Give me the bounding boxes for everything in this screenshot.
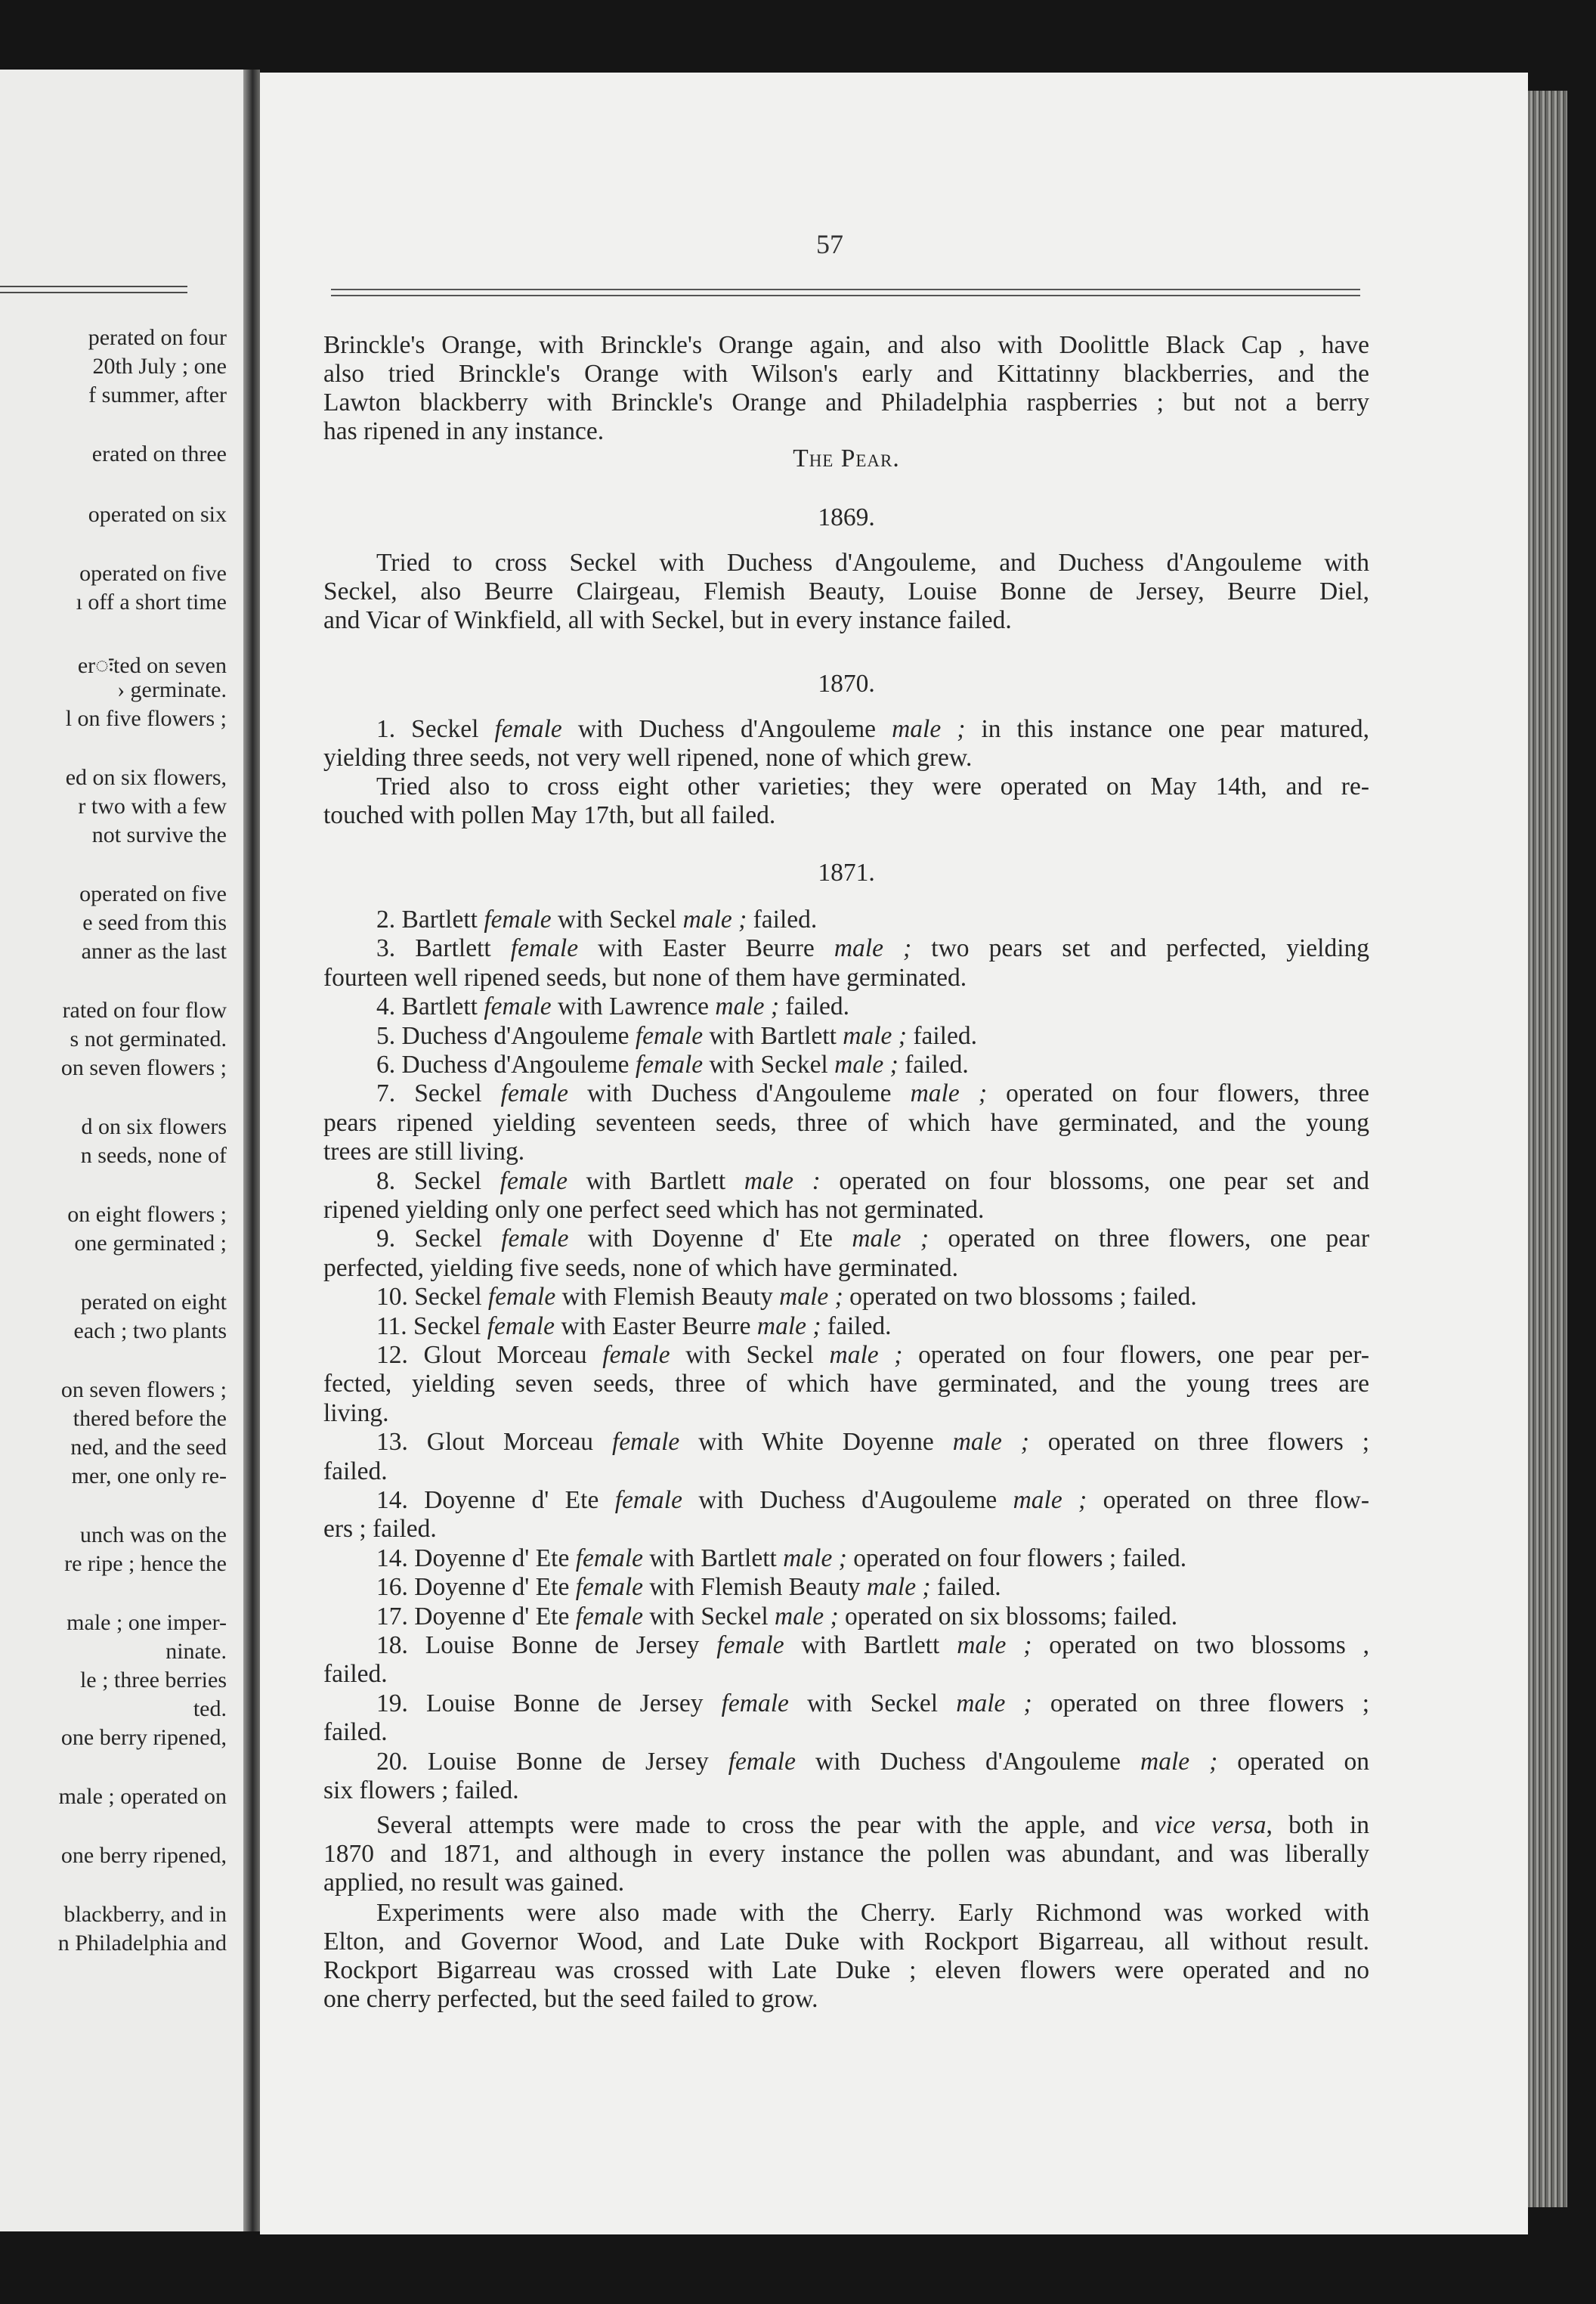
- entry-text: with Flemish Beauty: [555, 1283, 780, 1311]
- entry-male: male ;: [957, 1631, 1032, 1659]
- entry-text: failed.: [779, 993, 850, 1021]
- year-heading: 1871.: [818, 859, 875, 887]
- entry-text: living.: [323, 1398, 389, 1427]
- closing-text: one cherry perfected, but the seed failed to grow.: [323, 1985, 818, 2013]
- entry-male: male ;: [783, 1544, 847, 1572]
- entry-text: pears ripened yielding seventeen seeds, three of which have germinated, and the young: [323, 1108, 1369, 1137]
- entry-text: operated on four flowers, three: [986, 1079, 1369, 1108]
- entry-female: female: [575, 1602, 644, 1630]
- text-line: Seckel, also Beurre Clairgeau, Flemish Beauty, Louise Bonne de Jersey, Beurre Diel,: [323, 578, 1369, 605]
- entry-text: failed.: [930, 1573, 1001, 1602]
- entry-text: 6. Duchess d'Angouleme: [376, 1051, 636, 1079]
- left-page-line: › germinate.: [117, 677, 227, 702]
- closing-italic: vice versa: [1154, 1811, 1267, 1839]
- entry-text: operated on: [1217, 1747, 1369, 1776]
- entry-text: 11. Seckel: [376, 1311, 487, 1340]
- text-line: touched with pollen May 17th, but all failed.: [323, 801, 776, 829]
- entry-text: 14. Doyenne d' Ete: [376, 1544, 576, 1572]
- entry-male: male ;: [834, 934, 912, 963]
- left-page-line: one germinated ;: [74, 1231, 227, 1256]
- left-page-line: perated on four: [88, 325, 227, 350]
- left-page-line: thered before the: [73, 1406, 227, 1431]
- left-page-line: l on five flowers ;: [65, 706, 227, 731]
- entry-female: female: [635, 1051, 704, 1079]
- entry-text: with Bartlett: [703, 1021, 843, 1050]
- entry-text: with Duchess d'Angouleme: [795, 1747, 1140, 1776]
- entry-male: male ;: [1013, 1486, 1087, 1514]
- text-line: Brinckle's Orange, with Brinckle's Orange again, and also with Doolittle Black Cap , have: [323, 331, 1369, 359]
- entry-continuation: [323, 1196, 984, 1225]
- section-title: The Pear.: [793, 444, 900, 472]
- entry-female: female: [575, 1573, 644, 1602]
- left-page: [0, 70, 243, 2231]
- page-number: 57: [816, 229, 843, 259]
- entry-text: 3. Bartlett: [376, 934, 511, 963]
- entry-female: female: [611, 1428, 680, 1457]
- entry-text: failed.: [323, 1457, 388, 1485]
- entry-text: failed.: [898, 1051, 969, 1079]
- closing-text: , both in: [1266, 1811, 1369, 1839]
- entry-male: male :: [744, 1166, 821, 1195]
- closing-text: Elton, and Governor Wood, and Late Duke with Rockport Bigarreau, all without result.: [323, 1928, 1369, 1956]
- entry-line: [376, 1225, 1369, 1253]
- entry-continuation: [323, 1776, 519, 1805]
- left-page-line: male ; one imper-: [66, 1610, 227, 1635]
- entry-male: male ;: [956, 1689, 1032, 1717]
- entry-text: 4. Bartlett: [376, 993, 484, 1021]
- entry-text: with Seckel: [703, 1051, 835, 1079]
- entry-continuation: [323, 1399, 389, 1428]
- entry-continuation: [323, 1254, 958, 1283]
- entry-text: operated on six blossoms; failed.: [838, 1602, 1178, 1630]
- entry-line: [376, 1573, 1001, 1602]
- entry-male: male ;: [775, 1602, 839, 1630]
- text-line: [323, 1928, 1369, 1956]
- left-page-line: erःted on seven: [77, 653, 227, 678]
- entry-text: operated on three flowers ;: [1028, 1428, 1370, 1457]
- entry-text: failed.: [906, 1021, 977, 1050]
- entry-text: 20. Louise Bonne de Jersey: [376, 1747, 728, 1776]
- text-line: [323, 1985, 818, 2014]
- entry-text: with Flemish Beauty: [643, 1573, 867, 1602]
- left-page-line: anner as the last: [81, 939, 227, 964]
- entry-male: male ;: [843, 1021, 907, 1050]
- entry-continuation: [323, 1660, 388, 1689]
- entry-male: male ;: [910, 1079, 987, 1108]
- entry-line: [376, 1079, 1369, 1108]
- entry-text: with Seckel: [551, 906, 683, 934]
- text-line: [323, 1840, 1369, 1869]
- entry-text: with Bartlett: [784, 1631, 957, 1659]
- entry-text: with Duchess d'Angouleme: [561, 715, 892, 743]
- entry-male: male ;: [756, 1311, 821, 1340]
- entry-text: operated on three flowers, one pear: [929, 1225, 1369, 1253]
- entry-female: female: [575, 1544, 644, 1572]
- entry-line: [376, 993, 849, 1021]
- entry-text: with Seckel: [670, 1341, 830, 1369]
- entry-male: male ;: [892, 715, 966, 743]
- left-page-line: mer, one only re-: [71, 1463, 227, 1488]
- entry-text: with Doyenne d' Ete: [568, 1225, 852, 1253]
- entry-continuation: [323, 1718, 388, 1747]
- text-line: also tried Brinckle's Orange with Wilson's early and Kittatinny blackberries, and the: [323, 360, 1369, 388]
- closing-text: Experiments were also made with the Cherry. Early Richmond was worked with: [376, 1899, 1369, 1927]
- entry-text: operated on two blossoms ,: [1032, 1631, 1370, 1659]
- left-page-line: s not germinated.: [70, 1027, 227, 1051]
- entry-male: male ;: [715, 993, 780, 1021]
- entry-male: male ;: [829, 1341, 903, 1369]
- entry-text: fected, yielding seven seeds, three of which have germinated, and the young trees are: [323, 1370, 1369, 1398]
- entry-text: in this instance one pear matured,: [965, 715, 1369, 743]
- entry-female: female: [721, 1689, 789, 1717]
- entry-male: male ;: [834, 1051, 899, 1079]
- left-page-line: on eight flowers ;: [67, 1202, 227, 1227]
- left-page-line: on seven flowers ;: [60, 1055, 227, 1080]
- entry-text: 7. Seckel: [376, 1079, 501, 1108]
- entry-continuation: [323, 1138, 524, 1166]
- left-header-rule: [0, 286, 187, 287]
- text-line: [323, 1869, 624, 1897]
- entry-text: six flowers ; failed.: [323, 1776, 519, 1804]
- entry-female: female: [500, 1079, 568, 1108]
- text-line: Tried also to cross eight other varieties; they were operated on May 14th, and re-: [376, 773, 1369, 801]
- entry-text: two pears set and perfected, yielding: [911, 934, 1370, 963]
- entry-text: with Bartlett: [643, 1544, 784, 1572]
- book-gutter: [243, 70, 260, 2231]
- entry-text: 17. Doyenne d' Ete: [376, 1602, 576, 1630]
- left-page-line: operated on five: [79, 881, 227, 906]
- left-page-line: one berry ripened,: [60, 1843, 227, 1868]
- entry-text: failed.: [821, 1311, 892, 1340]
- entry-male: male ;: [866, 1573, 931, 1602]
- entry-text: fourteen well ripened seeds, but none of them have germinated.: [323, 963, 967, 992]
- entry-female: female: [602, 1341, 670, 1369]
- entry-male: male ;: [779, 1283, 843, 1311]
- entry-text: trees are still living.: [323, 1138, 525, 1166]
- left-page-line: on seven flowers ;: [60, 1377, 227, 1402]
- entry-text: perfected, yielding five seeds, none of which have germinated.: [323, 1253, 958, 1282]
- left-page-line: male ; operated on: [58, 1784, 227, 1809]
- entry-line: [376, 1167, 1369, 1196]
- entry-text: with Seckel: [643, 1602, 775, 1630]
- entry-continuation: [323, 1457, 388, 1486]
- entry-text: 2. Bartlett: [376, 906, 484, 934]
- entry-line: [376, 1022, 977, 1051]
- entry-text: 12. Glout Morceau: [376, 1341, 603, 1369]
- left-page-line: each ; two plants: [73, 1318, 227, 1343]
- entry-text: failed.: [323, 1718, 388, 1747]
- left-page-line: 20th July ; one: [92, 354, 227, 379]
- left-page-line: rated on four flow: [62, 998, 227, 1023]
- entry-line: [376, 1631, 1369, 1660]
- text-line: Tried to cross Seckel with Duchess d'Angouleme, and Duchess d'Angouleme with: [376, 549, 1369, 577]
- entry-text: operated on four flowers, one pear per-: [902, 1341, 1370, 1369]
- entry-female: female: [500, 1166, 568, 1195]
- year-heading: 1870.: [818, 670, 875, 698]
- entry-female: female: [728, 1747, 796, 1776]
- entry-line: [376, 715, 1369, 744]
- entry-text: 1. Seckel: [376, 715, 495, 743]
- page-edges: [1528, 91, 1567, 2207]
- entry-female: female: [635, 1021, 704, 1050]
- entry-text: 14. Doyenne d' Ete: [376, 1486, 615, 1514]
- text-line: [323, 1956, 1369, 1985]
- entry-line: [376, 1341, 1369, 1370]
- entry-text: 9. Seckel: [376, 1225, 502, 1253]
- left-page-line: perated on eight: [80, 1290, 227, 1315]
- left-page-line: le ; three berries: [79, 1668, 227, 1692]
- entry-continuation: [323, 964, 967, 993]
- entry-continuation: [323, 1109, 1369, 1138]
- entry-text: with Duchess d'Angouleme: [568, 1079, 911, 1108]
- entry-line: [376, 1486, 1369, 1515]
- entry-text: with Seckel: [788, 1689, 957, 1717]
- header-rule: [331, 295, 1360, 296]
- entry-text: 8. Seckel: [376, 1166, 500, 1195]
- left-page-line: re ripe ; hence the: [64, 1551, 227, 1576]
- entry-text: with White Doyenne: [679, 1428, 953, 1457]
- left-page-line: operated on five: [79, 561, 227, 586]
- entry-female: female: [484, 993, 552, 1021]
- closing-text: Several attempts were made to cross the pear with the apple, and: [376, 1811, 1155, 1839]
- left-page-line: ed on six flowers,: [65, 765, 227, 790]
- left-page-line: unch was on the: [79, 1522, 227, 1547]
- entry-text: with Bartlett: [567, 1166, 744, 1195]
- entry-text: 5. Duchess d'Angouleme: [376, 1021, 636, 1050]
- entry-continuation: [323, 1370, 1369, 1398]
- entry-female: female: [614, 1486, 682, 1514]
- entry-text: 16. Doyenne d' Ete: [376, 1573, 576, 1602]
- entry-line: [376, 934, 1369, 963]
- entry-text: with Duchess d'Augouleme: [682, 1486, 1013, 1514]
- left-page-line: n seeds, none of: [80, 1143, 227, 1168]
- left-page-line: erated on three: [91, 441, 227, 466]
- entry-text: operated on three flow-: [1087, 1486, 1369, 1514]
- entry-line: [376, 1428, 1369, 1457]
- left-page-line: ted.: [193, 1696, 227, 1721]
- entry-female: female: [510, 934, 579, 963]
- entry-male: male ;: [952, 1428, 1029, 1457]
- entry-female: female: [487, 1283, 556, 1311]
- entry-text: operated on four flowers ; failed.: [846, 1544, 1187, 1572]
- entry-female: female: [494, 715, 562, 743]
- text-line: and Vicar of Winkfield, all with Seckel, but in every instance failed.: [323, 606, 1012, 634]
- left-page-line: ı off a short time: [76, 590, 227, 615]
- left-page-line: blackberry, and in: [63, 1902, 227, 1927]
- entry-text: with Easter Beurre: [578, 934, 834, 963]
- entry-text: 19. Louise Bonne de Jersey: [376, 1689, 722, 1717]
- entry-text: 10. Seckel: [376, 1283, 488, 1311]
- entry-female: female: [487, 1311, 555, 1340]
- text-line: has ripened in any instance.: [323, 417, 605, 445]
- text-line: [376, 1811, 1369, 1840]
- entry-line: [376, 1544, 1186, 1573]
- left-page-line: ninate.: [165, 1639, 227, 1664]
- entry-text: failed.: [747, 906, 818, 934]
- entry-female: female: [716, 1631, 784, 1659]
- entry-female: female: [484, 906, 552, 934]
- left-page-line: ned, and the seed: [70, 1435, 227, 1460]
- entry-continuation: [323, 1515, 437, 1544]
- left-page-line: r two with a few: [78, 794, 227, 819]
- left-page-line: one berry ripened,: [60, 1725, 227, 1750]
- left-page-line: not survive the: [91, 822, 227, 847]
- entry-text: 18. Louise Bonne de Jersey: [376, 1631, 717, 1659]
- entry-text: ripened yielding only one perfect seed which has not germinated.: [323, 1196, 985, 1224]
- closing-text: 1870 and 1871, and although in every instance the pollen was abundant, and was liberally: [323, 1840, 1369, 1868]
- entry-female: female: [501, 1225, 569, 1253]
- entry-text: with Easter Beurre: [554, 1311, 757, 1340]
- entry-line: [376, 1603, 1177, 1631]
- left-page-line: f summer, after: [88, 382, 227, 407]
- year-heading: 1869.: [818, 503, 875, 531]
- left-page-line: e seed from this: [82, 910, 227, 935]
- entry-text: operated on four blossoms, one pear set and: [820, 1166, 1370, 1195]
- closing-text: applied, no result was gained.: [323, 1869, 625, 1897]
- closing-text: Rockport Bigarreau was crossed with Late Duke ; eleven flowers were operated and no: [323, 1956, 1369, 1984]
- left-page-line: operated on six: [88, 502, 227, 527]
- entry-text: ers ; failed.: [323, 1515, 437, 1544]
- entry-text: failed.: [323, 1660, 388, 1689]
- text-line: Lawton blackberry with Brinckle's Orange and Philadelphia raspberries ; but not a berry: [323, 389, 1369, 417]
- left-header-rule: [0, 292, 187, 293]
- entry-text: operated on two blossoms ; failed.: [843, 1283, 1197, 1311]
- text-line: yielding three seeds, not very well ripened, none of which grew.: [323, 744, 973, 772]
- entry-male: male ;: [1140, 1747, 1218, 1776]
- entry-line: [376, 1051, 969, 1079]
- left-page-line: n Philadelphia and: [57, 1931, 227, 1956]
- text-line: [376, 1899, 1369, 1928]
- entry-male: male ;: [682, 906, 747, 934]
- entry-line: [376, 1689, 1369, 1718]
- entry-line: [376, 1283, 1197, 1311]
- entry-male: male ;: [852, 1225, 929, 1253]
- entry-text: with Lawrence: [551, 993, 716, 1021]
- entry-text: operated on three flowers ;: [1032, 1689, 1370, 1717]
- left-page-line: d on six flowers: [81, 1114, 227, 1139]
- entry-text: 13. Glout Morceau: [376, 1428, 612, 1457]
- entry-line: [376, 906, 817, 934]
- entry-line: [376, 1312, 892, 1341]
- entry-line: [376, 1748, 1369, 1776]
- header-rule: [331, 289, 1360, 290]
